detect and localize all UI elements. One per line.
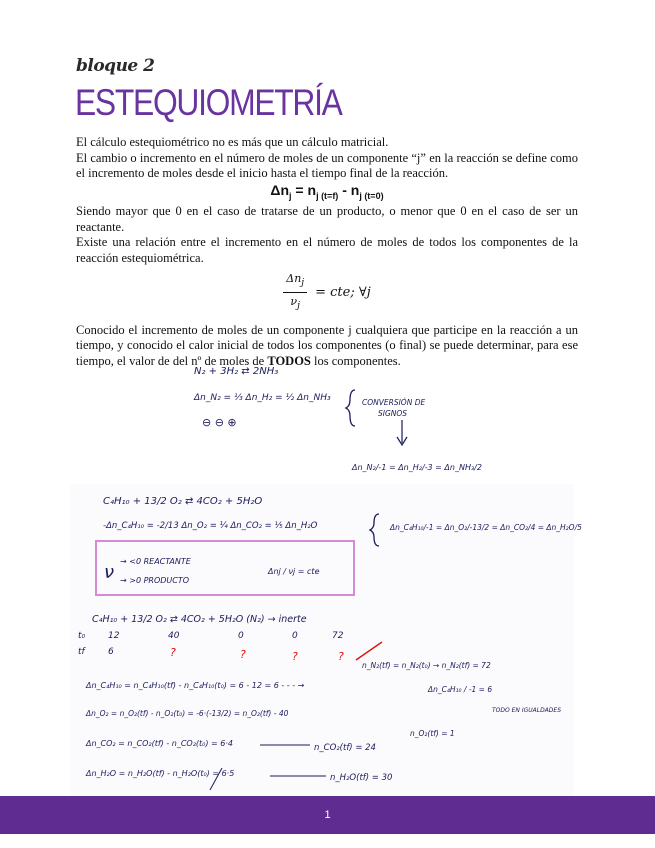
n1-conversion: CONVERSIÓN DE [362, 398, 426, 407]
n3-line3: Δn_CO₂ = n_CO₂(tf) - n_CO₂(t₀) = 6·4 [86, 739, 234, 748]
n3-t0-v3: 0 [238, 631, 244, 641]
n3-tf-v3: ? [240, 648, 246, 661]
n2-box-line2: → >0 PRODUCTO [120, 576, 190, 585]
n3-t0-v1: 12 [108, 631, 120, 641]
eq1-lhs-sub: j [289, 190, 292, 201]
paragraph-2: El cambio o incremento en el número de moles de un componente “j” en la reacción se define como el incremento de moles desde el inicio hasta el tiempo final de la reacción. [76, 150, 578, 181]
paragraph-4: Existe una relación entre el incremento en el número de moles de todos los componentes de la reacción estequiométrica. [76, 235, 578, 265]
n3-tf-v4: ? [292, 650, 298, 663]
eq2-den-sub: j [297, 300, 300, 312]
block-label: bloque 2 [76, 56, 155, 76]
eq2-num-text: Δn [286, 272, 302, 286]
n3-line2: Δn_O₂ = n_O₂(tf) - n_O₂(t₀) = -6·(-13/2) = n_O₂(tf) - 40 [86, 709, 289, 718]
eq1-equals: = n [291, 181, 317, 198]
n3-line3-res: n_CO₂(tf) = 24 [314, 743, 376, 753]
paragraph-5-a: Conocido el incremento de moles de un componente j cualquiera que participe en la reacción a un tiempo, y conocido el calor inicial de todos los componentes (o final) se puede determinar, para ese tiempo, el valor de del nº de moles de [76, 322, 578, 368]
n2-relation: -Δn_C₄H₁₀ = -2/13 Δn_O₂ = ¼ Δn_CO₂ = ⅕ Δn_H₂O [103, 521, 318, 531]
n3-line1: Δn_C₄H₁₀ = n_C₄H₁₀(tf) - n_C₄H₁₀(t₀) = 6 - 12 = 6 - - - → [86, 681, 305, 690]
n3-line1-note: TODO EN IGUALDADES [492, 707, 562, 714]
page-footer [0, 796, 655, 834]
eq2-den-text: ν [290, 295, 298, 309]
n2-box-line1: → <0 REACTANTE [120, 557, 191, 566]
n1-relation: Δn_N₂ = ⅓ Δn_H₂ = ½ Δn_NH₃ [194, 393, 331, 403]
n3-t0-v4: 0 [292, 631, 298, 641]
eq1-initial-sub: j (t=0) [359, 190, 384, 201]
n1-signs: ⊖ ⊖ ⊕ [202, 416, 237, 429]
n2-result: Δn_C₄H₁₀/-1 = Δn_O₂/-13/2 = Δn_CO₂/4 = Δn_H₂O/5 [390, 523, 582, 532]
n3-tf-label: tf [78, 647, 85, 657]
n1-signos: SIGNOS [378, 409, 408, 418]
n1-brace [346, 390, 355, 426]
n3-n2-note: n_N₂(tf) = n_N₂(t₀) → n_N₂(tf) = 72 [362, 661, 491, 670]
n3-tf-v5: ? [338, 650, 344, 663]
n3-line2-res: n_O₂(tf) = 1 [410, 729, 455, 738]
eq2-num-sub: j [301, 277, 305, 289]
n2-box-eq: Δnj / νj = cte [268, 567, 320, 576]
eq2-rhs: = cte; ∀j [315, 284, 371, 300]
n3-tf-v2: ? [170, 646, 176, 659]
n3-line1-frac: Δn_C₄H₁₀ / -1 = 6 [428, 685, 493, 694]
n3-tf-v1: 6 [108, 647, 114, 657]
n3-reaction: C₄H₁₀ + 13/2 O₂ ⇄ 4CO₂ + 5H₂O (N₂) → inerte [92, 614, 307, 625]
n3-line4: Δn_H₂O = n_H₂O(tf) - n_H₂O(t₀) = 6·5 [86, 769, 235, 778]
n3-line4-res: n_H₂O(tf) = 30 [330, 773, 393, 783]
paragraph-3: Siendo mayor que 0 en el caso de tratarse de un producto, o menor que 0 en el caso de ser un reactante. [76, 204, 578, 234]
page-title: ESTEQUIOMETRÍA [75, 82, 342, 123]
n2-reaction: C₄H₁₀ + 13/2 O₂ ⇄ 4CO₂ + 5H₂O [103, 496, 263, 507]
paragraph-5-bold: TODOS [267, 353, 311, 368]
paragraph-5-b: los componentes. [310, 353, 401, 368]
eq1-minus: - n [338, 181, 360, 198]
eq1-final-sub: j (t=f) [316, 190, 339, 201]
n2-box-nu: ν [104, 562, 115, 583]
page-number: 1 [324, 809, 331, 821]
paragraph-1: El cálculo estequiométrico no es más que un cálculo matricial. [76, 135, 389, 149]
n3-t0-v2: 40 [168, 631, 180, 641]
n3-t0-v5: 72 [332, 631, 344, 641]
eq1-lhs: Δn [270, 181, 290, 198]
n1-result: Δn_N₂/-1 = Δn_H₂/-3 = Δn_NH₃/2 [352, 463, 482, 472]
n3-t0-label: t₀ [78, 631, 86, 641]
n1-reaction: N₂ + 3H₂ ⇄ 2NH₃ [194, 366, 279, 377]
